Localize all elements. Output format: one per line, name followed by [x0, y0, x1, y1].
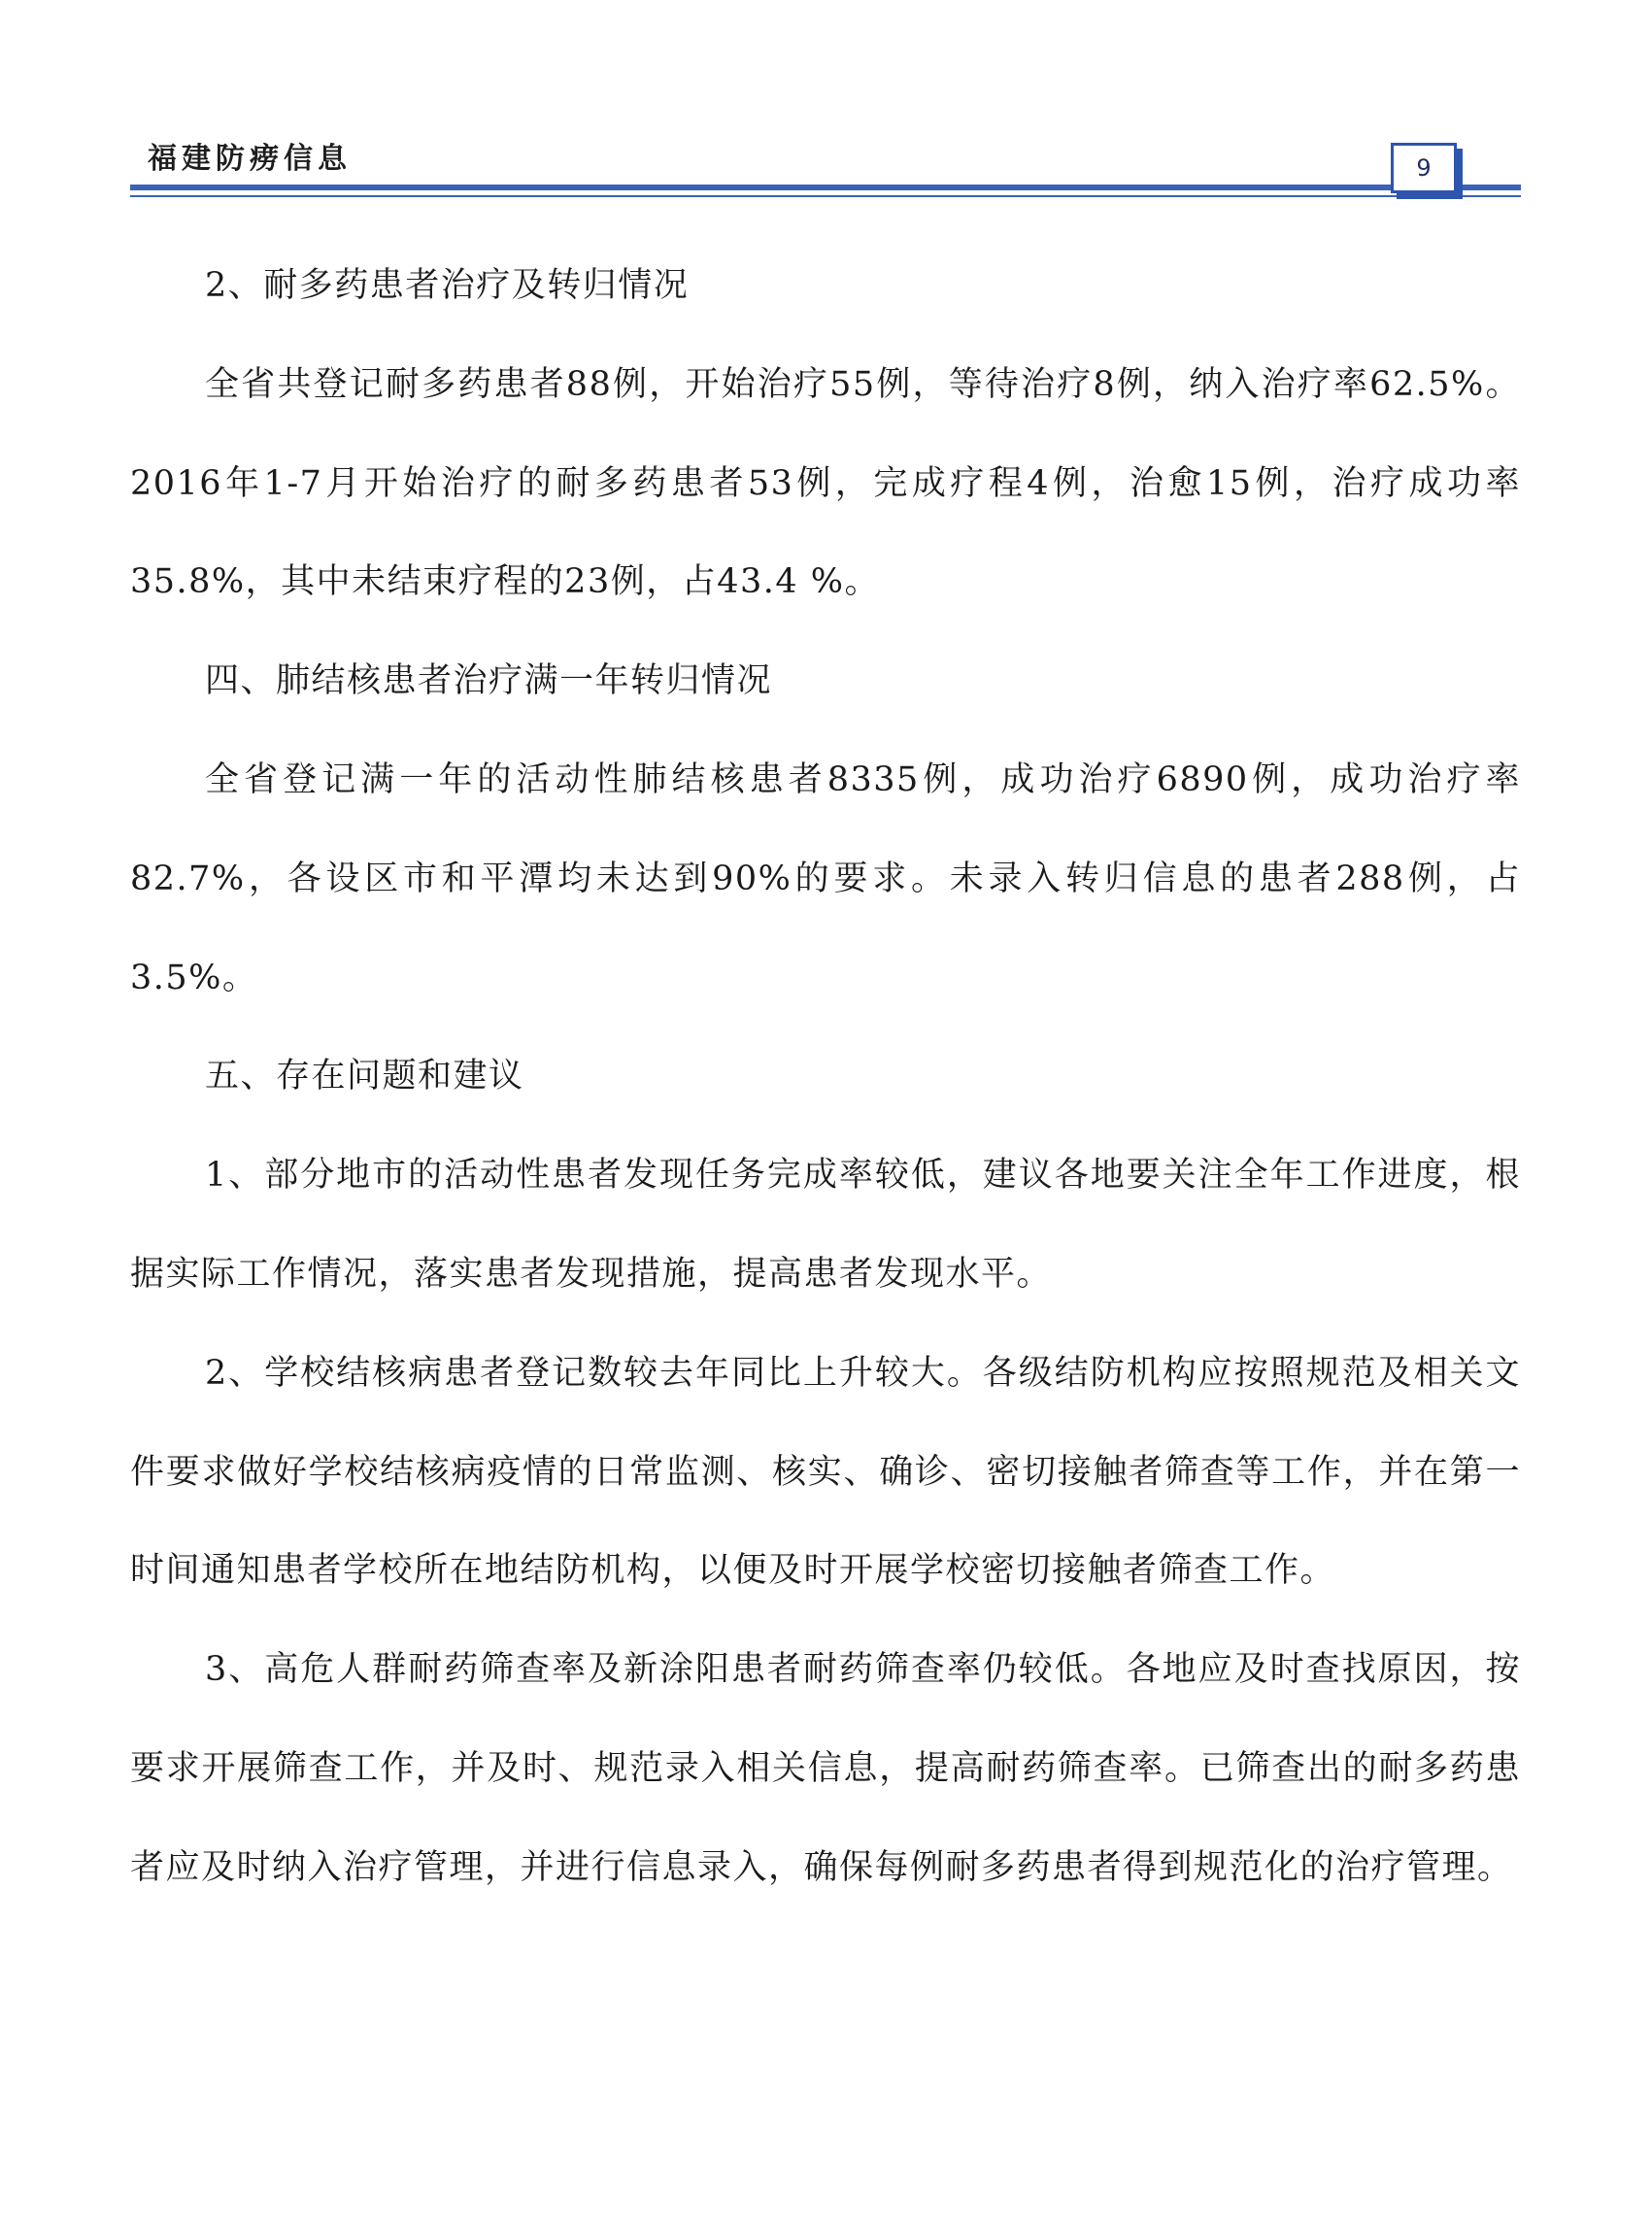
- paragraph-mdr-stats: 全省共登记耐多药患者88例，开始治疗55例，等待治疗8例，纳入治疗率62.5%。2016年1-7月开始治疗的耐多药患者53例，完成疗程4例，治愈15例，治疗成功率35.8%，其中未结束疗程的23例，占43.4 %。: [130, 364, 1521, 602]
- section-heading-mdr-treatment: 2、耐多药患者治疗及转归情况: [205, 266, 690, 305]
- journal-title: 福建防痨信息: [148, 142, 352, 176]
- page-number-box: [1391, 143, 1457, 193]
- paragraph-suggestion-2: 2、学校结核病患者登记数较去年同比上升较大。各级结防机构应按照规范及相关文件要求做好学校结核病疫情的日常监测、核实、确诊、密切接触者筛查等工作，并在第一时间通知患者学校所在地结防机构，以便及时开展学校密切接触者筛查工作。: [130, 1353, 1521, 1591]
- page-header: [0, 0, 1652, 204]
- document-body: [130, 237, 1521, 1918]
- page-number: 9: [1416, 154, 1432, 182]
- section-heading-one-year-outcome: 四、肺结核患者治疗满一年转归情况: [205, 661, 773, 701]
- paragraph-suggestion-3: 3、高危人群耐药筛查率及新涂阳患者耐药筛查率仍较低。各地应及时查找原因，按要求开展筛查工作，并及时、规范录入相关信息，提高耐药筛查率。已筛查出的耐多药患者应及时纳入治疗管理，并进行信息录入，确保每例耐多药患者得到规范化的治疗管理。: [130, 1650, 1521, 1887]
- paragraph-one-year-stats: 全省登记满一年的活动性肺结核患者8335例，成功治疗6890例，成功治疗率82.7%，各设区市和平潭均未达到90%的要求。未录入转归信息的患者288例，占3.5%。: [130, 759, 1521, 997]
- header-rule-thick: [130, 185, 1521, 190]
- header-rule-thin: [130, 195, 1521, 197]
- paragraph-suggestion-1: 1、部分地市的活动性患者发现任务完成率较低，建议各地要关注全年工作进度，根据实际工作情况，落实患者发现措施，提高患者发现水平。: [130, 1156, 1521, 1294]
- section-heading-issues-suggestions: 五、存在问题和建议: [205, 1057, 524, 1096]
